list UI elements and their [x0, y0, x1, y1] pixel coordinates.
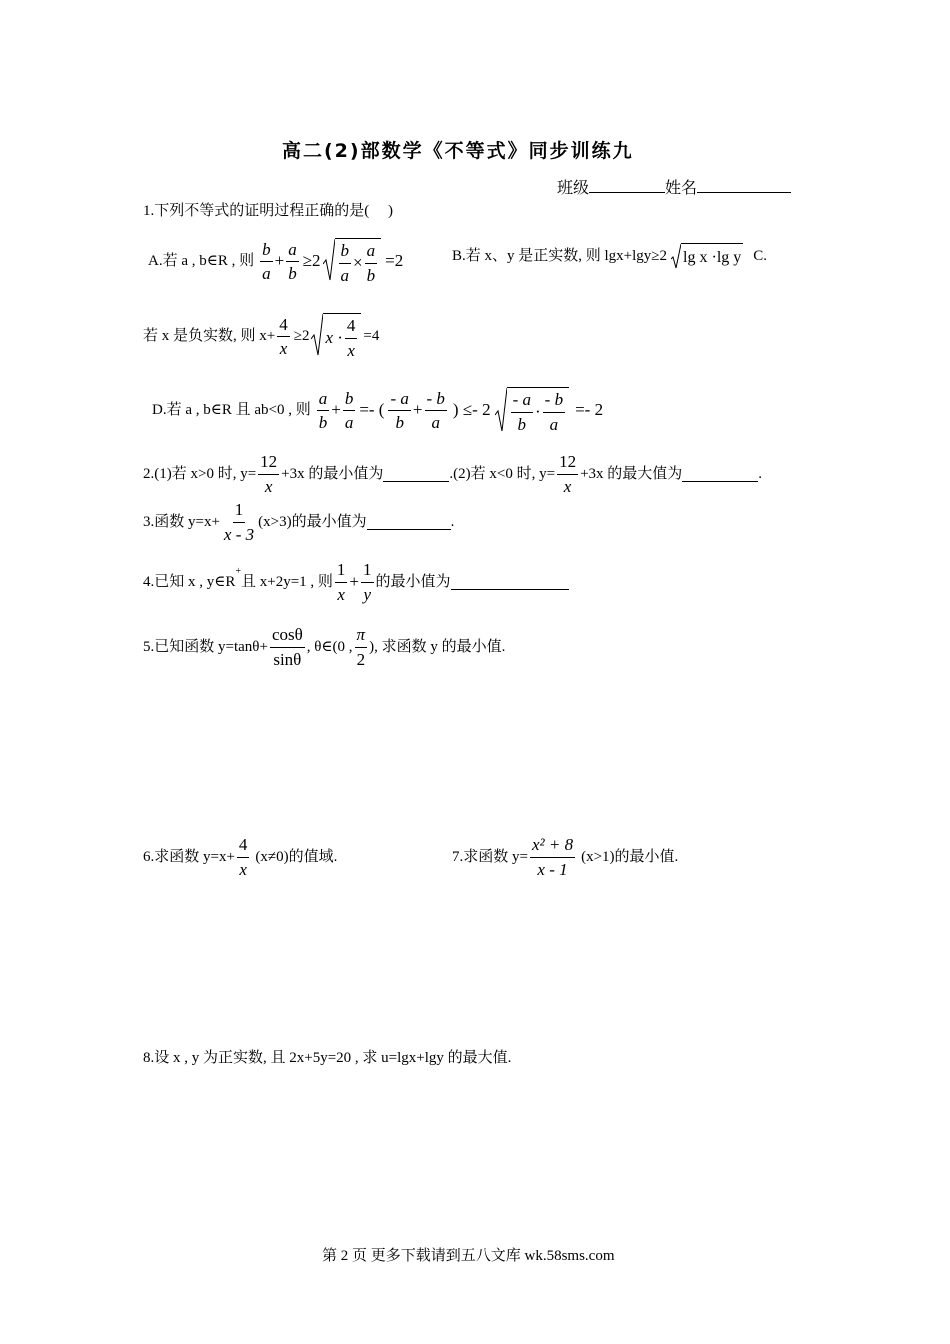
- q1-d-prefix: D.若 a , b∈R 且 ab<0 , 则: [152, 402, 311, 419]
- q7: [452, 835, 678, 879]
- q1-c-ge: ≥2: [293, 328, 310, 345]
- q3-prefix: 3.函数 y=x+: [143, 513, 220, 530]
- q1-option-b: [452, 243, 767, 269]
- q5-tail: ), 求函数 y 的最小值.: [369, 638, 506, 655]
- q1-d-result: =- 2: [575, 400, 604, 420]
- q3-end: .: [450, 513, 455, 530]
- class-label: 班级: [557, 180, 590, 197]
- name-blank[interactable]: [697, 178, 791, 193]
- q1-a-result: =2: [385, 251, 404, 271]
- q4-prefix: 4.已知 x , y∈R: [143, 573, 236, 590]
- page-footer: 第 2 页 更多下载请到五八文库 wk.58sms.com: [322, 1248, 615, 1264]
- q2-part2-tail: +3x 的最大值为: [580, 465, 683, 482]
- q4-tail: 的最小值为: [375, 573, 451, 590]
- q3-blank[interactable]: [367, 515, 451, 530]
- q6-prefix: 6.求函数 y=x+: [143, 848, 235, 865]
- q1-option-d: [152, 387, 603, 434]
- q6-tail: (x≠0)的值域.: [255, 848, 338, 865]
- q1-a-prefix: A.若 a , b∈R , 则: [148, 253, 255, 270]
- q7-prefix: 7.求函数 y=: [452, 848, 528, 865]
- q2-end: .: [758, 465, 763, 482]
- q8: 8.设 x , y 为正实数, 且 2x+5y=20 , 求 u=lgx+lgy 的最大值.: [143, 1050, 512, 1066]
- q1-c-result: =4: [363, 328, 380, 345]
- q7-tail: (x>1)的最小值.: [581, 848, 679, 865]
- q4-formula: 1 x + $\frac{1}{y}$: [336, 560, 372, 604]
- q2-part1-tail: +3x 的最小值为: [281, 465, 384, 482]
- q5: [143, 625, 505, 669]
- q6-den: x: [239, 859, 247, 879]
- q1-b-radicand: lg x ·lg y: [681, 243, 743, 269]
- q2-frac1-num: 12: [258, 452, 279, 475]
- q4-blank[interactable]: [451, 575, 569, 590]
- q2-blank-1[interactable]: [383, 467, 449, 482]
- q2-part1: 2.(1)若 x>0 时, y=: [143, 465, 257, 482]
- q6: [143, 835, 337, 879]
- q5-mid: , θ∈(0 ,: [306, 638, 353, 655]
- q2-part2: .(2)若 x<0 时, y=: [449, 465, 556, 482]
- q5-num: cosθ: [270, 625, 305, 648]
- q1-b-text: B.若 x、y 是正实数, 则 lgx+lgy≥2: [452, 247, 668, 264]
- page-title: 高二(2)部数学《不等式》同步训练九: [282, 140, 634, 162]
- q4: [143, 560, 569, 604]
- q6-num: 4: [237, 835, 250, 858]
- q3: [143, 500, 454, 544]
- q1-c-prefix: 若 x 是负实数, 则 x+: [143, 328, 276, 345]
- q7-den: x - 1: [537, 859, 568, 879]
- q5-prefix: 5.已知函数 y=tanθ+: [143, 638, 268, 655]
- class-blank[interactable]: [589, 178, 665, 193]
- q1-stem: 1.下列不等式的证明过程正确的是( ): [143, 203, 393, 219]
- q5-two: 2: [356, 649, 366, 669]
- q2-frac1-den: x: [264, 476, 273, 496]
- q1-c-label: C.: [753, 247, 768, 264]
- q4-sup: +: [235, 566, 241, 577]
- q5-pi: π: [355, 625, 368, 648]
- q1-d-formula: a b + $\frac{b}{a}$ =- ( - a b + $\frac{- b}{a}$ ) ≤- 2 - a b · - b a =- 2: [318, 388, 604, 434]
- q4-mid: 且 x+2y=1 , 则: [241, 573, 333, 590]
- q2-frac2-den: x: [563, 476, 572, 496]
- q5-den: sinθ: [273, 649, 302, 669]
- name-label: 姓名: [665, 180, 698, 197]
- q1-option-c: 若 x 是负实数, 则 x+ $\frac{4}{x}$ ≥2 x · 4 x =4: [143, 314, 380, 360]
- q3-num: 1: [233, 500, 246, 523]
- q1-option-a: [148, 238, 403, 285]
- q2-frac2-num: 12: [557, 452, 578, 475]
- q2: [143, 452, 762, 496]
- q3-den: x - 3: [223, 524, 255, 544]
- q2-blank-2[interactable]: [682, 467, 758, 482]
- q3-tail: (x>3)的最小值为: [258, 513, 367, 530]
- q1-a-formula: b a + $\frac{a}{b}$ ≥2 $\frac{b}{a}$ × $\frac{a}{b}$ =2: [262, 239, 404, 285]
- q7-num: x² + 8: [530, 835, 575, 858]
- header-fields: [557, 178, 791, 198]
